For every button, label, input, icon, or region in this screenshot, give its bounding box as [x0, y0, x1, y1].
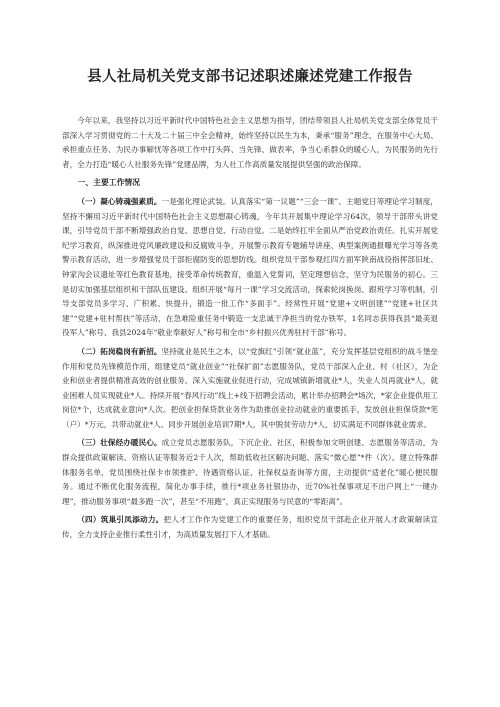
- work-item-lead: （二）拓岗稳岗有新招。: [77, 346, 162, 356]
- work-item-paragraph: [62, 345, 438, 433]
- work-item-body: 坚持就业是民生之本，以“党旗红”引领“就业蓝”，充分发挥基层党组织的战斗堡垒作用和党员先锋模范作用，组建党员“就业创业”“社保扩面”志愿服务队，党员干部深入企业、村（社区），为企业和创业者提供精准高效的创业服务。深入实施就业促进行动，完成城镇新增就业*人，失业人员再就业*人，就业困难人员实现就业*人。持续开展“春风行动”线上+线下招聘会活动，累计举办招聘会*场次，*家企业提供用工岗位*个，达成就业意向*人次。把创业担保贷款业务作为助推创业拉动就业的重要抓手，发放创业担保贷款*笔（户）*万元，共带动就业*人。同步开展创业培训7期*人，其中脱贫劳动力*人，切实满足不同群体就业需求。: [62, 346, 439, 429]
- section-heading: 一、主要工作情况: [77, 178, 140, 188]
- work-item-lead: （四）筑巢引凤添动力。: [77, 515, 164, 525]
- work-item-paragraph: [62, 513, 438, 542]
- work-item-lead: （一）凝心铸魂强素质。: [77, 196, 162, 206]
- work-item-body: 把人才工作作为党建工作的重要任务，组织党员干部赴企业开展人才政策解读宣传，全力支持企业推行柔性引才，为高质量发展打下人才基础。: [62, 515, 438, 540]
- work-item-lead: （三）壮保经办暖民心。: [77, 438, 162, 448]
- intro-paragraph: 今年以来，我坚持以习近平新时代中国特色社会主义思想为指导，团结带领县人社局机关党支部全体党员干部深入学习贯彻党的二十大及二十届三中全会精神，始终坚持以民生为本，秉承“服务”理念，在服务中心大局、承担重点任务、为民办事解忧等各项工作中打头阵、当先锋、做表率，争当心系群众的暖心人，为民服务的先行者，全力打造“暖心人社服务先锋”党建品牌，为人社工作高质量发展提供坚强的政治保障。: [62, 116, 438, 169]
- work-item-paragraph: [62, 195, 438, 341]
- work-item-body: 成立党员志愿服务队，下沉企业、社区，积极参加文明创建、志愿服务等活动，为群众提供政策解读、资格认证等服务近2千人次，帮助低收社区解决问题、落实“微心愿”*件（次）。建立特殊群体服务名单，党员围绕社保卡市领推护、待遇资格认证、社保权益查询等方面，主动提供“适老化”暖心便民服务。通过不断优化服务流程，简化办事手续，推行*项业务社银协办，近70%社保事项足不出户网上“一键办理”，推动服务事项“最多跑一次”，甚至“不用跑”，真正实现服务与民意的“零距离”。: [62, 438, 438, 506]
- work-item-paragraph: [62, 436, 438, 509]
- work-item-body: 一是强化理论武装。认真落实“第一议题”“三会一课”、主题党日等理论学习制度，坚持不懈用习近平新时代中国特色社会主义思想凝心铸魂，今年共开展集中理论学习64次，领导干部带头讲党课，引导党员干部不断增强政治自觉、思想自觉、行动自觉。二是始终扛牢全面从严治党政治责任。扎实开展党纪学习教育，纵深推进党风廉政建设和反腐败斗争，开展警示教育专题辅导讲座、典型案例通报曝光学习等各类警示教育活动，进一步增强党员干部拒腐防变的思想防线。组织党员干部参观红四方面军陕南战役指挥部旧址、钟家沟会议遗址等红色教育基地，接受革命传统教育，重温入党誓词，坚定理想信念，坚守为民服务的初心。三是切实加强基层组织和干部队伍建设。组织开展“每月一课”学习交流活动，探索轮岗换岗、跟班学习等机制，引导支部党员多学习、广积累、快提升，锻造一批工作“多面手”。经常性开展“党建+文明创建”“党建+社区共建”“党建+驻村帮扶”等活动，在急难险重任务中锻造一支忠诚干净担当的党办铁军，1名同志获得我县“最美退役军人”称号、我县2024年“敬业奉献好人”称号和全市“乡村振兴优秀驻村干部”称号。: [62, 196, 439, 338]
- document-title: 县人社局机关党支部书记述职述廉述党建工作报告: [87, 69, 413, 85]
